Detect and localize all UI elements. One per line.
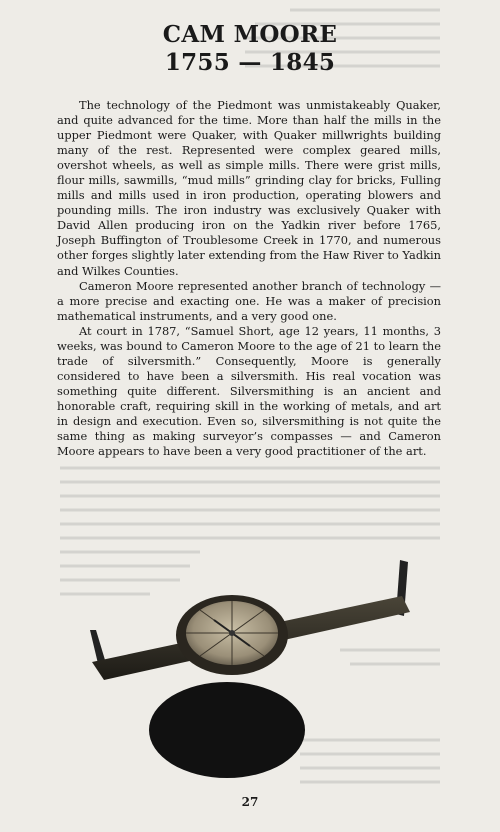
page-number: 27 bbox=[241, 795, 259, 809]
paragraph: Cameron Moore represented another branch of technology — a more precise and exacting one. He was a maker of precision mathematical instruments, and a very good one. bbox=[57, 278, 441, 323]
base-shadow bbox=[149, 682, 305, 778]
paragraph: At court in 1787, “Samuel Short, age 12 years, 11 months, 3 weeks, was bound to Cameron Moore to the age of 21 to learn the trade of silversmith.” Consequently, Moore is generally considered to have been a silversmith. His real vocation was something quite different. Silversmithing is an ancient and honorable craft, requiring skill in the working of metals, and art in design and execution. Even so, silversmithing is not quite the same thing as making surveyor’s compasses — and Cameron Moore appears to have been a very good practitioner of the art. bbox=[57, 323, 441, 459]
paragraph: The technology of the Piedmont was unmistakeably Quaker, and quite advanced for the time. More than half the mills in the upper Piedmont were Quaker, with Quaker millwrights building many of the rest. Represented were complex geared mills, overshot wheels, as well as simple mills. There were grist mills, flour mills, sawmills, “mud mills” grinding clay for bricks, Fulling mills and mills used in iron production, operating blowers and pounding mills. The iron industry was exclusively Quaker with David Allen producing iron on the Yadkin river before 1765, Joseph Buffington of Troublesome Creek in 1770, and numerous other forges slightly later extending from the Haw River to Yadkin and Wilkes Counties. bbox=[57, 98, 441, 278]
page-title: CAM MOORE bbox=[162, 21, 338, 48]
body-text bbox=[57, 98, 441, 459]
page-subtitle-years: 1755 — 1845 bbox=[164, 49, 336, 76]
surveyors-compass-photo bbox=[82, 540, 422, 790]
